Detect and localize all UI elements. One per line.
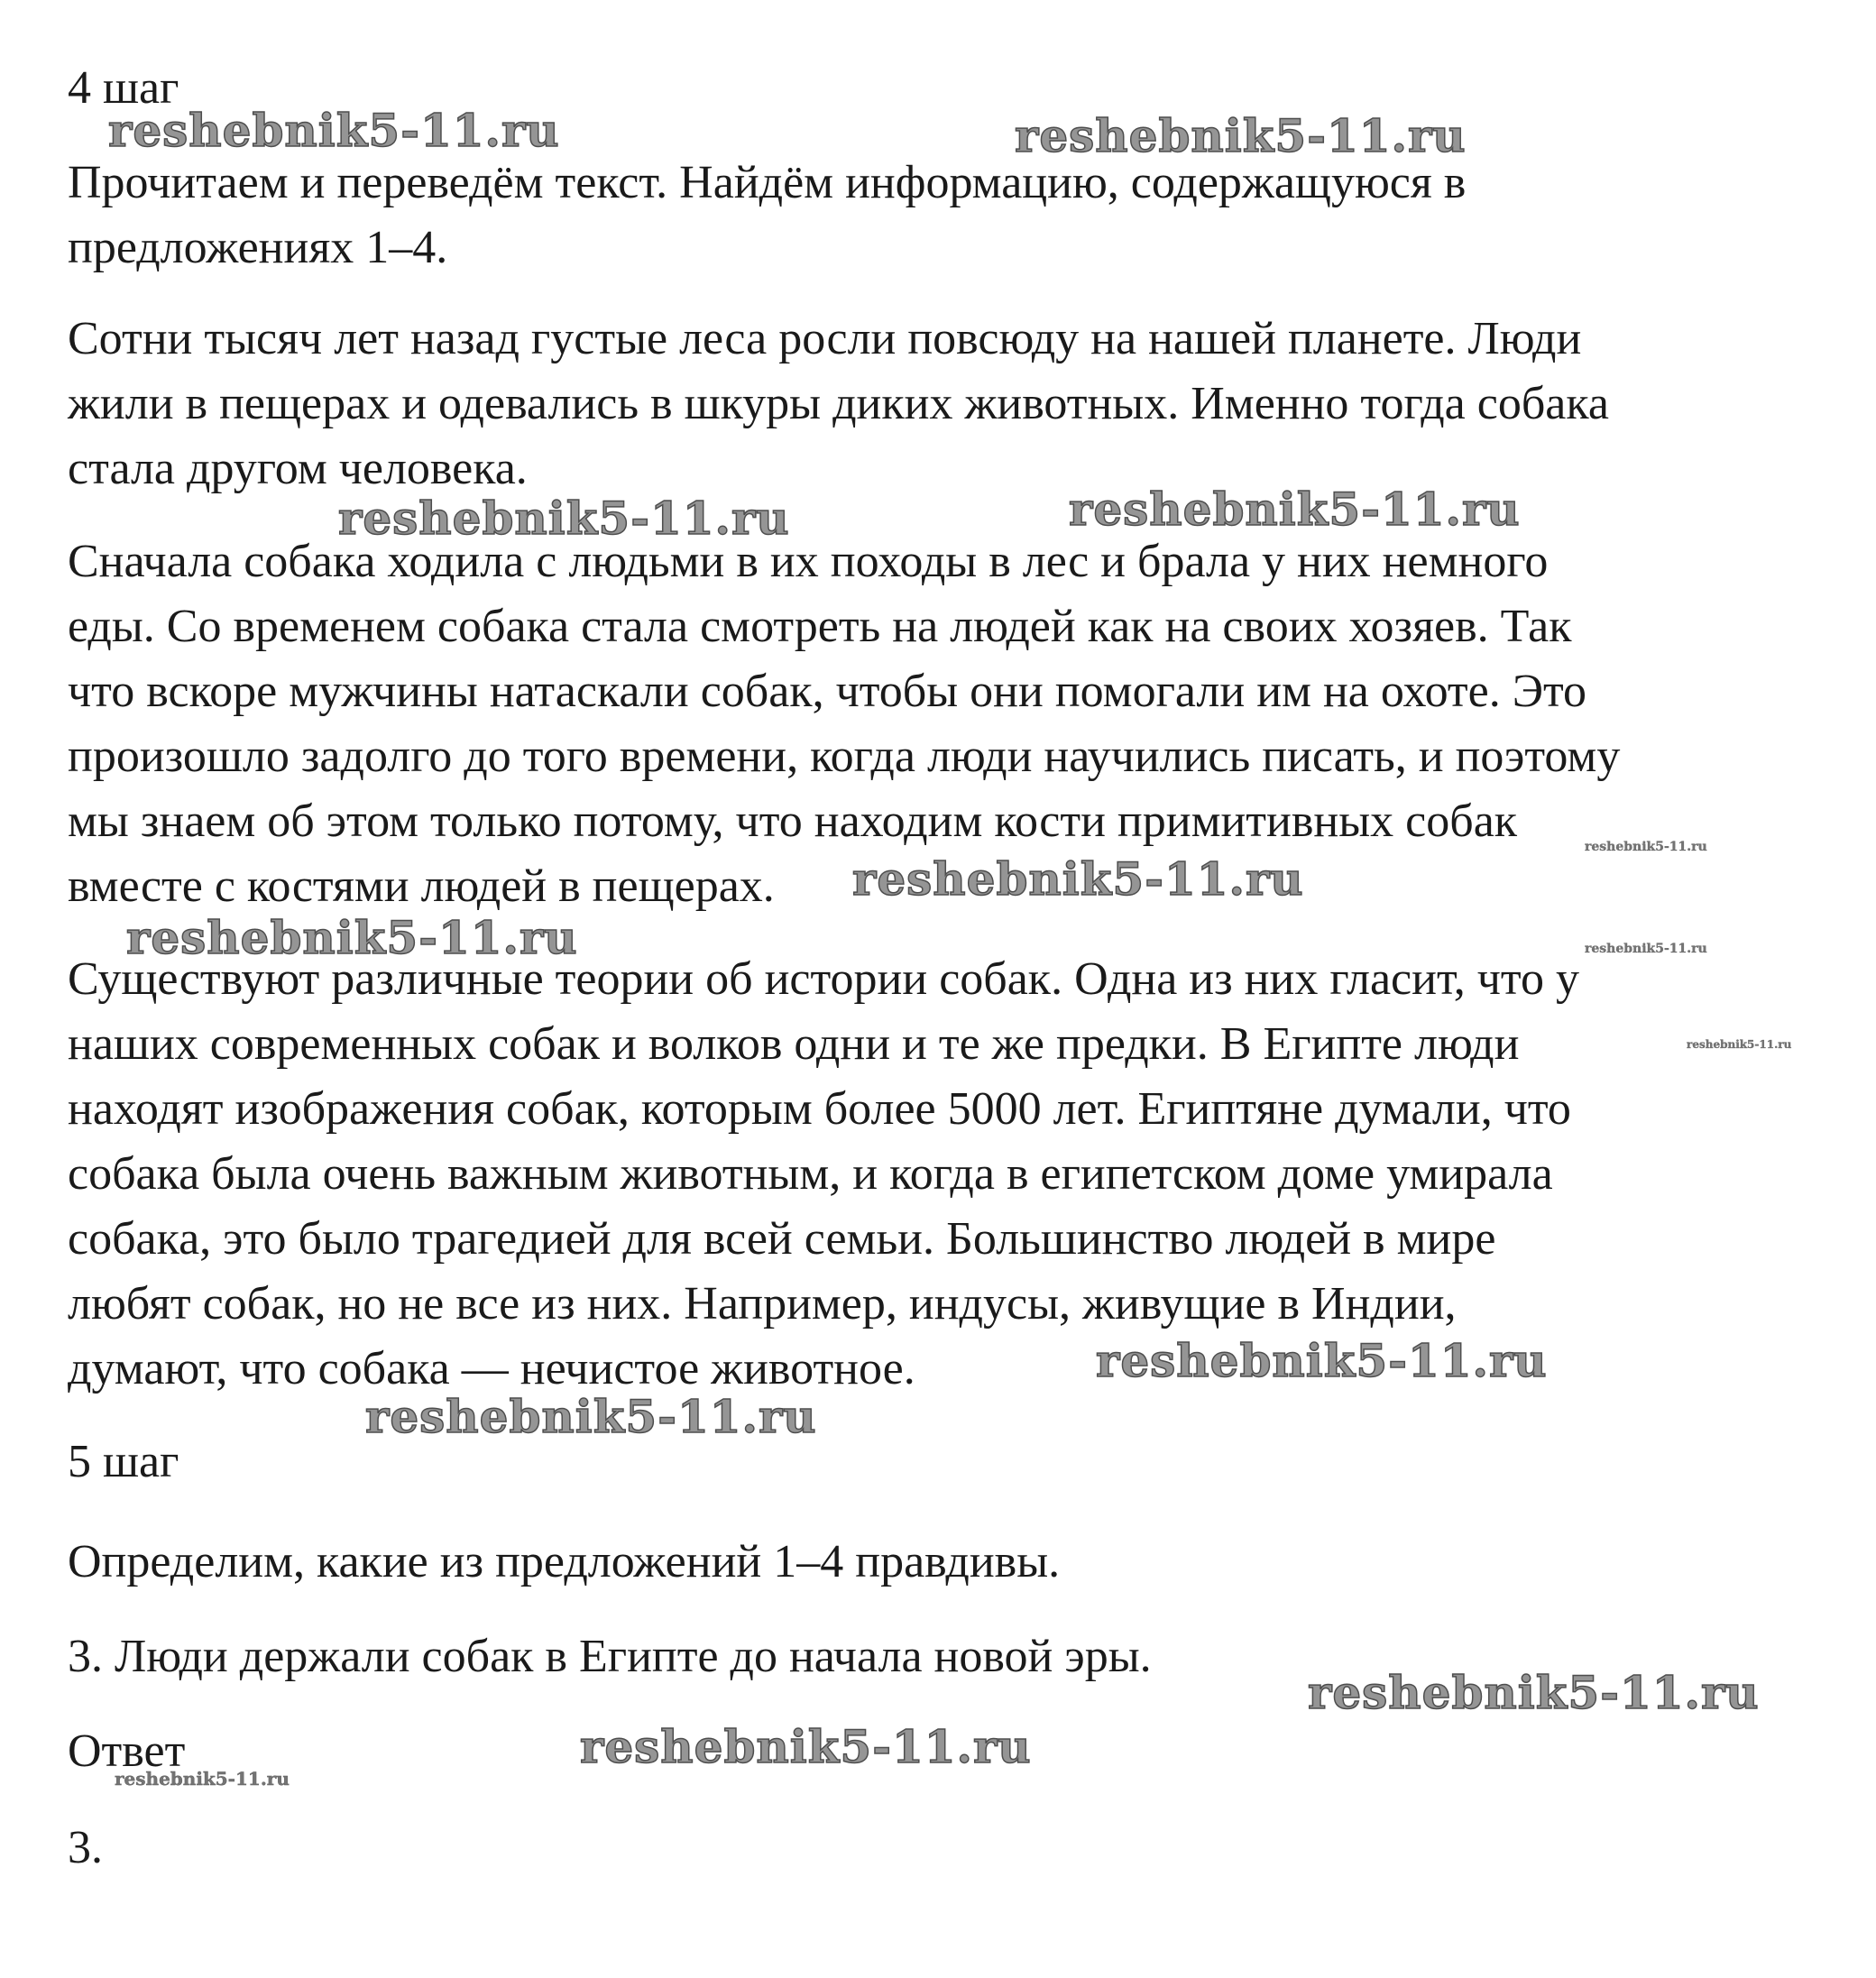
text-line: наших современных собак и волков одни и те же предки. В Египте люди	[68, 1018, 1520, 1070]
watermark: reshebnik5-11.ru	[580, 1720, 1032, 1773]
watermark: reshebnik5-11.ru	[1015, 109, 1467, 162]
text-line: любят собак, но не все из них. Например, индусы, живущие в Индии,	[68, 1278, 1457, 1329]
answer-value: 3.	[68, 1822, 103, 1873]
text-line: собака, это было трагедией для всей семьи. Большинство людей в мире	[68, 1213, 1496, 1265]
text-line: вместе с костями людей в пещерах.	[68, 860, 775, 912]
watermark: reshebnik5-11.ru	[1308, 1666, 1760, 1719]
watermark: reshebnik5-11.ru	[852, 852, 1304, 906]
watermark: reshebnik5-11.ru	[1096, 1334, 1548, 1387]
step-4-heading: 4 шаг	[68, 62, 179, 114]
text-line: еды. Со временем собака стала смотреть на людей как на своих хозяев. Так	[68, 601, 1572, 652]
watermark-small: reshebnik5-11.ru	[1585, 942, 1707, 956]
answer-heading: Ответ	[68, 1725, 186, 1777]
text-line: Определим, какие из предложений 1–4 правдивы.	[68, 1536, 1061, 1587]
text-line: собака была очень важным животным, и когда в египетском доме умирала	[68, 1148, 1553, 1200]
text-line: Сначала собака ходила с людьми в их походы в лес и брала у них немного	[68, 536, 1549, 587]
watermark: reshebnik5-11.ru	[126, 911, 578, 964]
text-line: что вскоре мужчины натаскали собак, чтобы они помогали им на охоте. Это	[68, 666, 1587, 717]
watermark: reshebnik5-11.ru	[338, 492, 790, 545]
text-line: 3. Люди держали собак в Египте до начала новой эры.	[68, 1631, 1152, 1682]
watermark-small: reshebnik5-11.ru	[1687, 1038, 1792, 1051]
watermark-small: reshebnik5-11.ru	[115, 1768, 290, 1789]
watermark: reshebnik5-11.ru	[365, 1390, 817, 1443]
text-line: предложениях 1–4.	[68, 222, 448, 273]
watermark-small: reshebnik5-11.ru	[1585, 840, 1707, 854]
text-line: думают, что собака — нечистое животное.	[68, 1343, 915, 1394]
text-line: жили в пещерах и одевались в шкуры диких животных. Именно тогда собака	[68, 378, 1609, 429]
text-line: произошло задолго до того времени, когда люди научились писать, и поэтому	[68, 731, 1621, 782]
text-line: мы знаем об этом только потому, что находим кости примитивных собак	[68, 796, 1518, 847]
watermark: reshebnik5-11.ru	[108, 104, 560, 157]
text-line: Сотни тысяч лет назад густые леса росли повсюду на нашей планете. Люди	[68, 313, 1582, 364]
watermark: reshebnik5-11.ru	[1069, 483, 1521, 536]
text-line: стала другом человека.	[68, 443, 528, 494]
text-line: Прочитаем и переведём текст. Найдём информацию, содержащуюся в	[68, 157, 1467, 208]
step-5-heading: 5 шаг	[68, 1436, 179, 1487]
text-line: Существуют различные теории об истории собак. Одна из них гласит, что у	[68, 953, 1579, 1005]
text-line: находят изображения собак, которым более 5000 лет. Египтяне думали, что	[68, 1083, 1571, 1135]
